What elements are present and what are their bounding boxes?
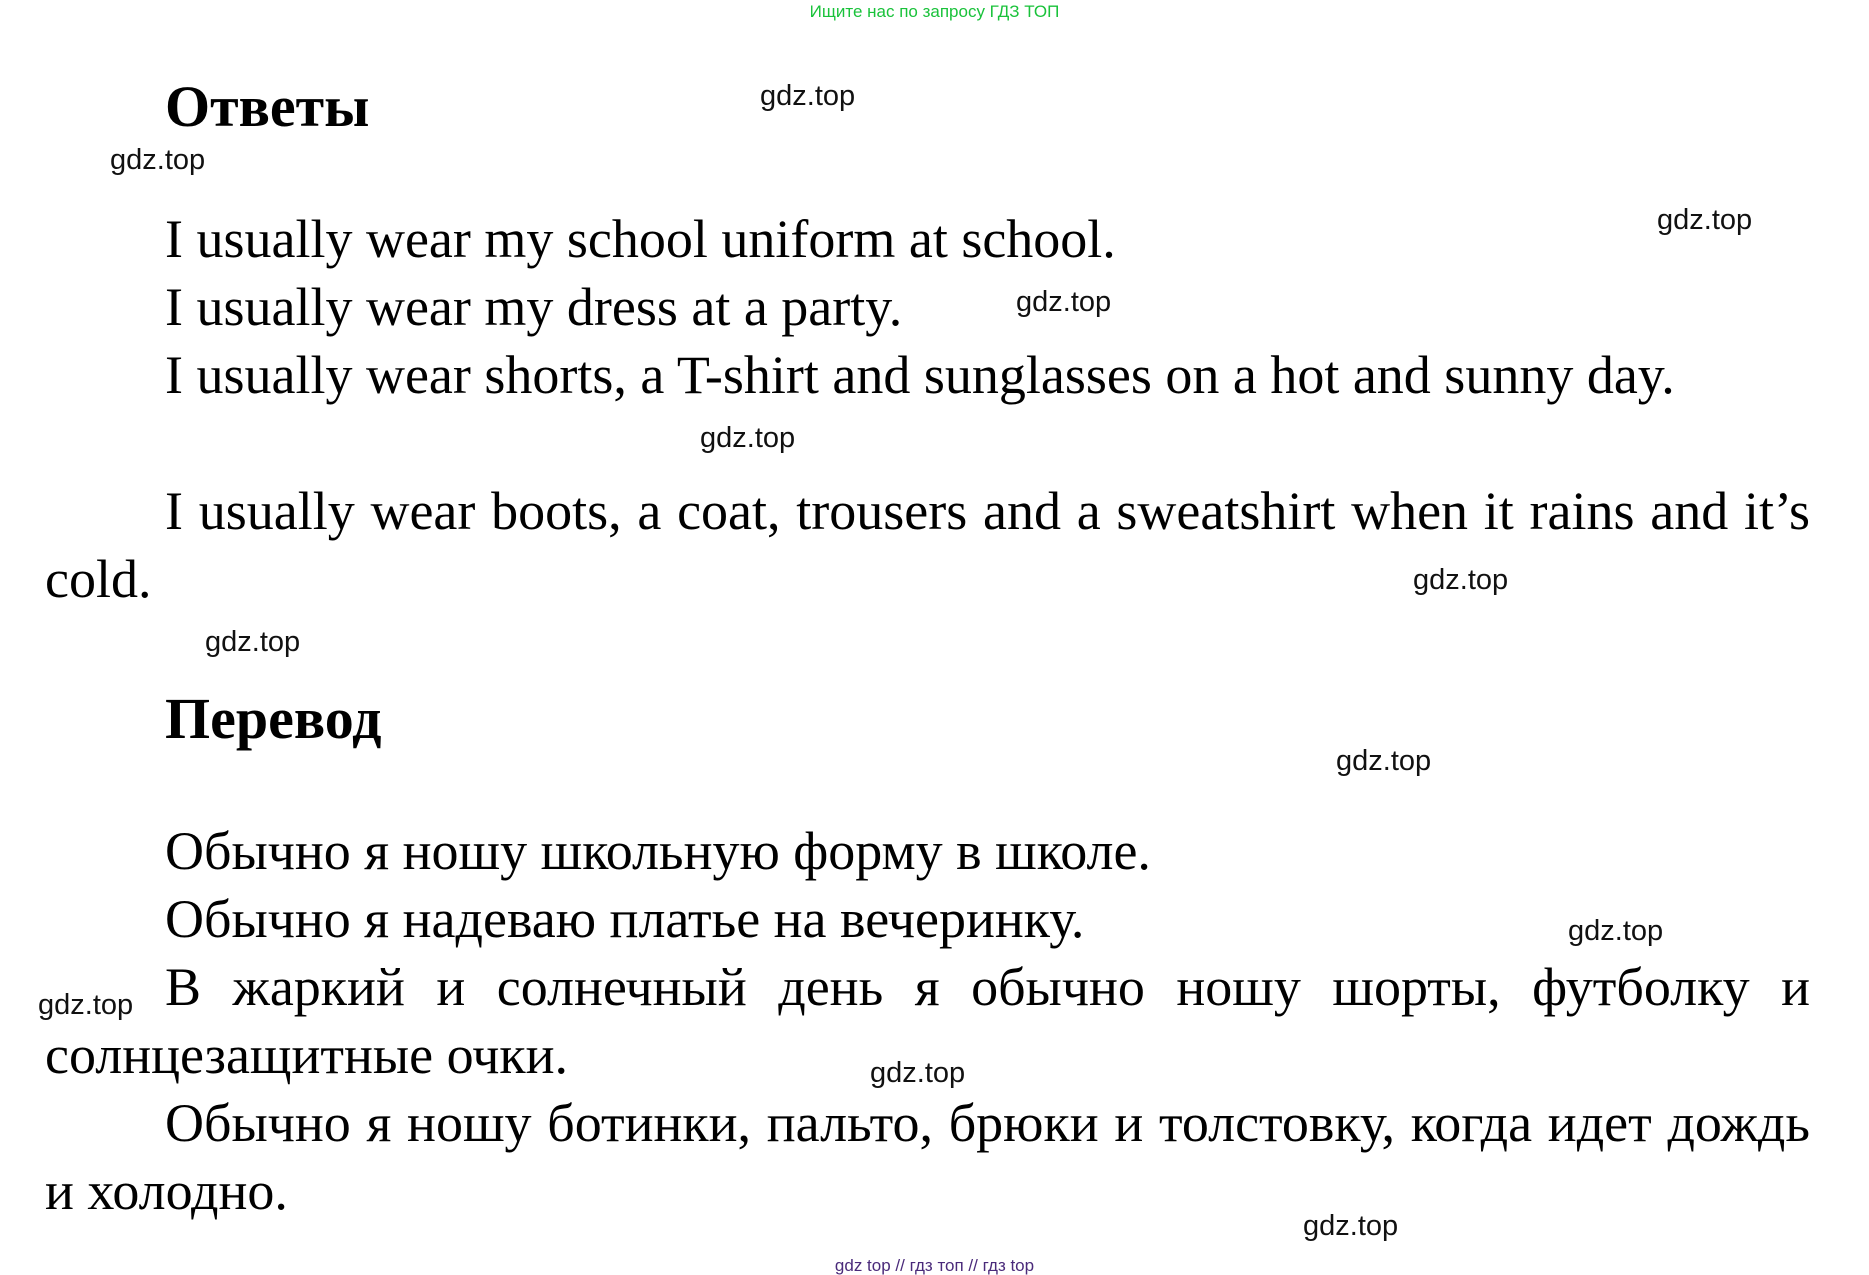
answer-paragraph-3: I usually wear shorts, a T-shirt and sunglasses on a hot and sunny day. [165, 345, 1675, 405]
footer-links: gdz top // гдз топ // гдз top [834, 1256, 1035, 1275]
translation-paragraph-4: Обычно я ношу ботинки, пальто, брюки и толстовку, когда идет дождь и холодно. [45, 1093, 1810, 1221]
watermark: gdz.top [700, 422, 796, 454]
answer-paragraph-1: I usually wear my school uniform at school. [165, 209, 1116, 269]
answer-paragraph-4: I usually wear boots, a coat, trousers and a sweatshirt when it rains and it’s cold. [45, 481, 1810, 609]
watermark: gdz.top [38, 989, 134, 1021]
watermark: gdz.top [1568, 915, 1664, 947]
watermark: gdz.top [1413, 564, 1509, 596]
translation-heading: Перевод [165, 686, 382, 751]
top-banner: Ищите нас по запросу ГДЗ ТОП [809, 2, 1060, 21]
answer-paragraph-2: I usually wear my dress at a party. [165, 277, 903, 337]
watermark: gdz.top [110, 144, 206, 176]
translation-paragraph-2: Обычно я надеваю платье на вечеринку. [165, 889, 1085, 949]
answers-heading: Ответы [165, 74, 370, 139]
watermark: gdz.top [205, 626, 301, 658]
watermark: gdz.top [760, 80, 856, 112]
watermark: gdz.top [870, 1057, 966, 1089]
watermark: gdz.top [1016, 286, 1112, 318]
translation-paragraph-3: В жаркий и солнечный день я обычно ношу шорты, футболку и солнцезащитные очки. [45, 957, 1810, 1085]
watermark: gdz.top [1657, 204, 1753, 236]
watermark: gdz.top [1303, 1210, 1399, 1242]
watermark: gdz.top [1336, 745, 1432, 777]
translation-paragraph-1: Обычно я ношу школьную форму в школе. [165, 821, 1151, 881]
